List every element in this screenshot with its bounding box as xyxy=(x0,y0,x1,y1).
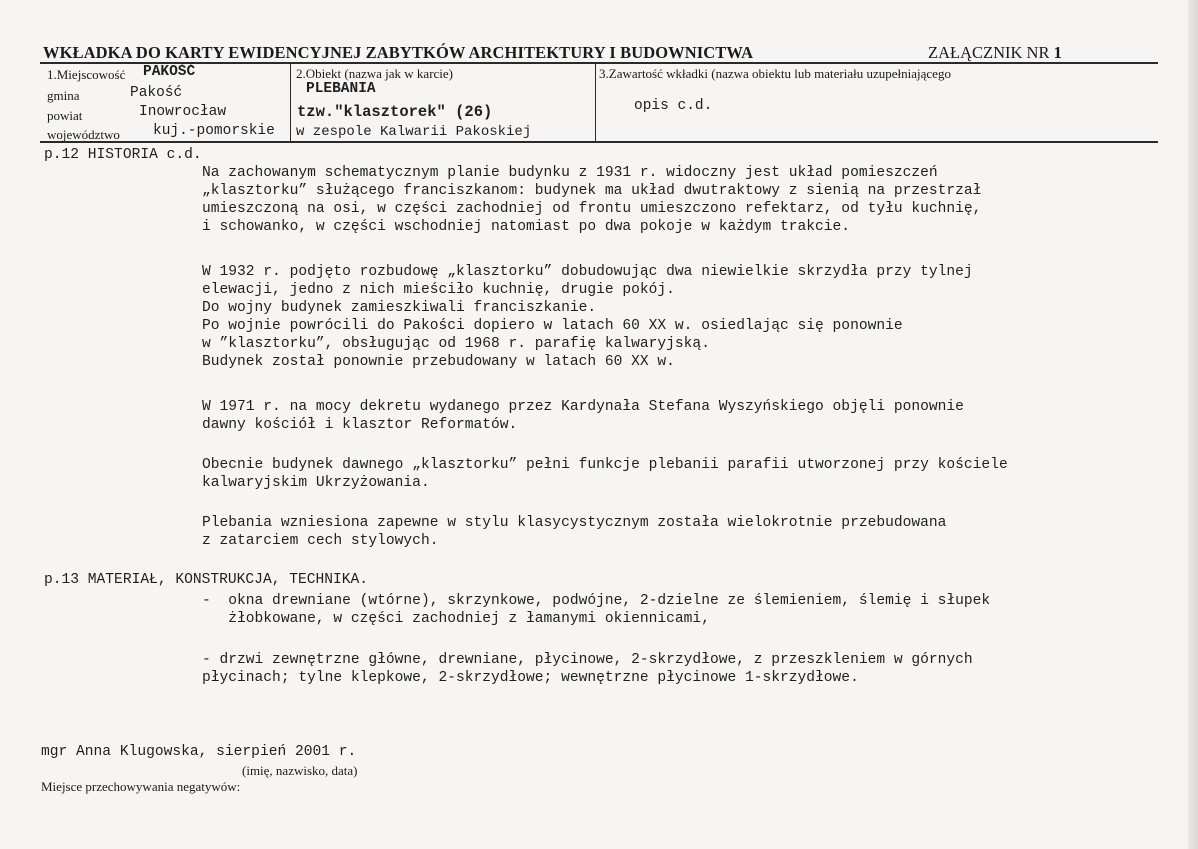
history-line: i schowanko, w części wschodniej natomiast po dwa pokoje w każdym trakcie. xyxy=(202,219,851,235)
history-line: elewacji, jedno z nich mieściło kuchnię, drugie pokój. xyxy=(202,282,675,298)
materials-line: - okna drewniane (wtórne), skrzynkowe, podwójne, 2-dzielne ze ślemieniem, ślemię i słupek xyxy=(202,593,991,609)
district-value: Inowrocław xyxy=(139,104,227,120)
object-subname: tzw."klasztorek" (26) xyxy=(297,103,493,121)
voivodeship-label: województwo xyxy=(47,127,120,142)
history-line: Obecnie budynek dawnego „klasztorku” pełni funkcje plebanii parafii utworzonej przy kościele xyxy=(202,457,1008,473)
history-line: Plebania wzniesiona zapewne w stylu klasycystycznym została wielokrotnie przebudowana xyxy=(202,515,947,531)
history-line: W 1971 r. na mocy dekretu wydanego przez Kardynała Stefana Wyszyńskiego objęli ponownie xyxy=(202,399,964,415)
materials-heading: p.13 MATERIAŁ, KONSTRUKCJA, TECHNIKA. xyxy=(44,572,369,588)
object-name: PLEBANIA xyxy=(306,81,376,97)
content-label: 3.Zawartość wkładki (nazwa obiektu lub materiału uzupełniającego xyxy=(599,66,951,81)
object-context: w zespole Kalwarii Pakoskiej xyxy=(296,124,532,140)
history-line: dawny kościół i klasztor Reformatów. xyxy=(202,417,518,433)
negatives-label: Miejsce przechowywania negatywów: xyxy=(41,779,241,794)
column-divider-2 xyxy=(595,62,596,141)
history-line: Po wojnie powrócili do Pakości dopiero w latach 60 XX w. osiedlając się ponownie xyxy=(202,318,903,334)
materials-line: - drzwi zewnętrzne główne, drewniane, płycinowe, 2-skrzydłowe, z przeszkleniem w górnych xyxy=(202,652,973,668)
history-line: kalwaryjskim Ukrzyżowania. xyxy=(202,475,430,491)
author-line: mgr Anna Klugowska, sierpień 2001 r. xyxy=(41,744,357,760)
commune-label: gmina xyxy=(47,88,80,103)
commune-value: Pakość xyxy=(130,85,183,101)
annex-number: 1 xyxy=(1053,43,1062,62)
history-line: W 1932 r. podjęto rozbudowę „klasztorku” dobudowując dwa niewielkie skrzydła przy tylnej xyxy=(202,264,973,280)
locality-label: 1.Miejscowość xyxy=(47,67,126,82)
history-line: Do wojny budynek zamieszkiwali franciszkanie. xyxy=(202,300,597,316)
author-caption: (imię, nazwisko, data) xyxy=(242,763,358,778)
history-line: umieszczoną na osi, w części zachodniej od frontu umieszczono refektarz, od tyłu kuchnię, xyxy=(202,201,982,217)
history-line: Budynek został ponownie przebudowany w latach 60 XX w. xyxy=(202,354,675,370)
voivodeship-value: kuj.-pomorskie xyxy=(153,123,275,139)
header-rule xyxy=(40,62,1158,64)
fields-bottom-rule xyxy=(40,141,1158,143)
materials-line: żłobkowane, w części zachodniej z łamanymi okiennicami, xyxy=(202,611,710,627)
history-line: Na zachowanym schematycznym planie budynku z 1931 r. widoczny jest układ pomieszczeń xyxy=(202,165,938,181)
content-value: opis c.d. xyxy=(634,98,713,114)
district-label: powiat xyxy=(47,108,83,123)
history-line: z zatarciem cech stylowych. xyxy=(202,533,439,549)
history-line: „klasztorku” służącego franciszkanom: budynek ma układ dwutraktowy z sienią na przestrzał xyxy=(202,183,982,199)
object-label: 2.Obiekt (nazwa jak w karcie) xyxy=(296,66,454,81)
locality-value: PAKOŚĆ xyxy=(143,64,196,80)
history-heading: p.12 HISTORIA c.d. xyxy=(44,147,202,163)
sheet-edge xyxy=(1188,0,1198,849)
form-title: WKŁADKA DO KARTY EWIDENCYJNEJ ZABYTKÓW ARCHITEKTURY I BUDOWNICTWA xyxy=(43,43,754,62)
annex-label-text: ZAŁĄCZNIK NR xyxy=(928,43,1050,62)
history-line: w ”klasztorku”, obsługując od 1968 r. parafię kalwaryjską. xyxy=(202,336,710,352)
materials-line: płycinach; tylne klepkowe, 2-skrzydłowe; wewnętrzne płycinowe 1-skrzydłowe. xyxy=(202,670,859,686)
column-divider-1 xyxy=(290,62,291,141)
annex-label xyxy=(928,43,1062,63)
